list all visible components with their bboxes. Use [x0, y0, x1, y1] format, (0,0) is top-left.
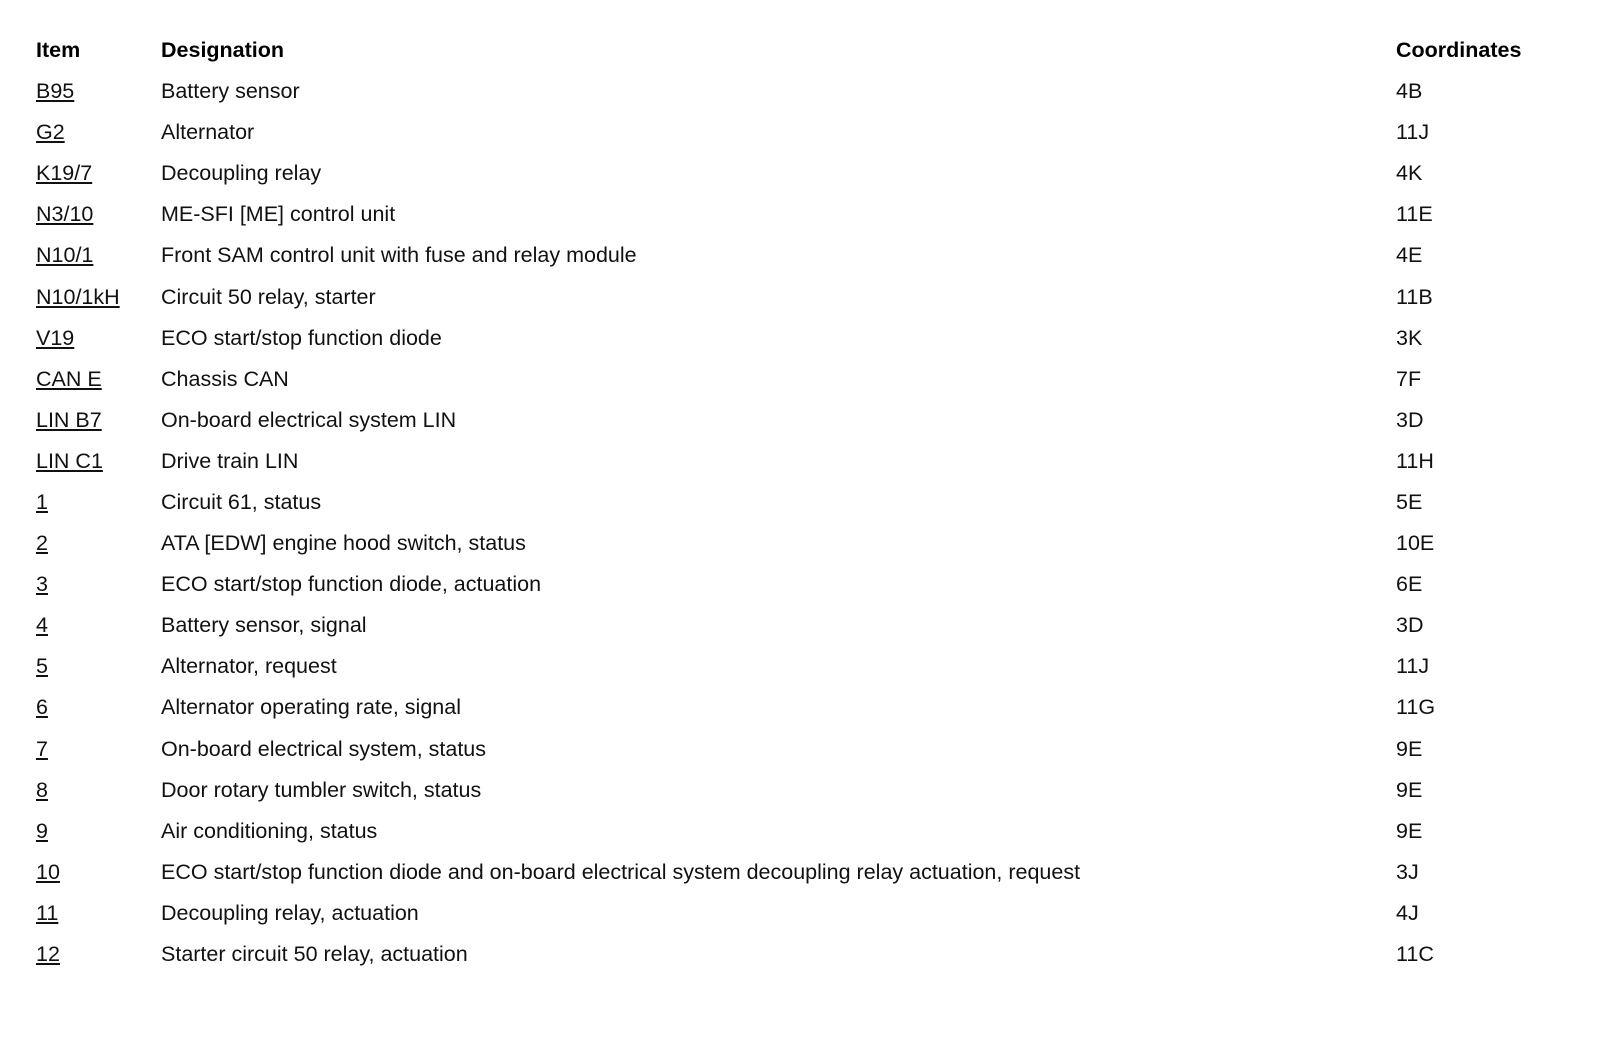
designation-cell: On-board electrical system, status [161, 736, 487, 761]
item-link[interactable]: 1 [36, 489, 48, 514]
designation-cell: Battery sensor, signal [161, 613, 367, 638]
item-cell [36, 112, 161, 153]
table-row [36, 194, 1556, 235]
item-link[interactable]: N10/1kH [36, 284, 120, 309]
header-designation: Designation [161, 38, 285, 62]
item-cell [36, 276, 161, 317]
item-cell [36, 811, 161, 852]
designation-cell: ATA [EDW] engine hood switch, status [161, 531, 526, 556]
item-cell [36, 770, 161, 811]
coordinates-cell: 4B [1396, 79, 1423, 104]
designation-cell: Door rotary tumbler switch, status [161, 777, 482, 802]
coordinates-cell: 4J [1396, 900, 1419, 925]
item-link[interactable]: G2 [36, 120, 65, 145]
table-row [36, 687, 1556, 728]
item-link[interactable]: CAN E [36, 366, 102, 391]
item-cell [36, 687, 161, 728]
coordinates-cell: 11G [1396, 695, 1436, 720]
item-cell [36, 646, 161, 687]
item-link[interactable]: 2 [36, 531, 48, 556]
table-row [36, 276, 1556, 317]
designation-cell: Battery sensor [161, 79, 300, 104]
item-cell [36, 564, 161, 605]
table-body [36, 71, 1556, 975]
item-link[interactable]: K19/7 [36, 161, 93, 186]
designation-cell: Decoupling relay [161, 161, 322, 186]
coordinates-cell: 6E [1396, 572, 1423, 597]
item-link[interactable]: N3/10 [36, 202, 94, 227]
table-row [36, 153, 1556, 194]
coordinates-cell: 9E [1396, 777, 1423, 802]
coordinates-cell: 11H [1396, 448, 1434, 473]
item-link[interactable]: N10/1 [36, 243, 94, 268]
table-row [36, 400, 1556, 441]
item-link[interactable]: 8 [36, 777, 48, 802]
item-link[interactable]: 4 [36, 613, 48, 638]
table-row [36, 359, 1556, 400]
legend-table [36, 30, 1556, 975]
coordinates-cell: 4K [1396, 161, 1423, 186]
table-row [36, 235, 1556, 276]
table-row [36, 770, 1556, 811]
item-cell [36, 359, 161, 400]
coordinates-cell: 3J [1396, 859, 1419, 884]
item-cell [36, 235, 161, 276]
designation-cell: Alternator operating rate, signal [161, 695, 461, 720]
item-cell [36, 852, 161, 893]
designation-cell: Alternator, request [161, 654, 337, 679]
designation-cell: Front SAM control unit with fuse and relay module [161, 243, 637, 268]
item-link[interactable]: 11 [36, 900, 59, 925]
item-cell [36, 71, 161, 112]
item-link[interactable]: 5 [36, 654, 48, 679]
header-coordinates: Coordinates [1396, 38, 1522, 62]
designation-cell: Circuit 61, status [161, 489, 322, 514]
table-row [36, 729, 1556, 770]
item-cell [36, 482, 161, 523]
table-row [36, 605, 1556, 646]
designation-cell: Starter circuit 50 relay, actuation [161, 942, 468, 967]
coordinates-cell: 11E [1396, 202, 1433, 227]
table-row [36, 852, 1556, 893]
designation-cell: On-board electrical system LIN [161, 407, 457, 432]
coordinates-cell: 3D [1396, 613, 1424, 638]
coordinates-cell: 11J [1396, 120, 1430, 145]
coordinates-cell: 5E [1396, 489, 1423, 514]
item-cell [36, 318, 161, 359]
table-row [36, 646, 1556, 687]
item-cell [36, 605, 161, 646]
coordinates-cell: 10E [1396, 531, 1435, 556]
item-link[interactable]: V19 [36, 325, 75, 350]
table-row [36, 71, 1556, 112]
item-link[interactable]: 12 [36, 942, 60, 967]
designation-cell: Chassis CAN [161, 366, 289, 391]
item-cell [36, 729, 161, 770]
coordinates-cell: 11C [1396, 942, 1434, 967]
coordinates-cell: 3D [1396, 407, 1424, 432]
table-row [36, 112, 1556, 153]
header-item: Item [36, 38, 81, 62]
table-row [36, 523, 1556, 564]
table-row [36, 318, 1556, 359]
coordinates-cell: 11B [1396, 284, 1433, 309]
designation-cell: ECO start/stop function diode, actuation [161, 572, 542, 597]
item-link[interactable]: 3 [36, 572, 48, 597]
item-link[interactable]: 10 [36, 859, 60, 884]
designation-cell: Circuit 50 relay, starter [161, 284, 376, 309]
designation-cell: Air conditioning, status [161, 818, 378, 843]
item-cell [36, 893, 161, 934]
item-cell [36, 400, 161, 441]
table-row [36, 441, 1556, 482]
item-cell [36, 153, 161, 194]
coordinates-cell: 7F [1396, 366, 1422, 391]
designation-cell: ME-SFI [ME] control unit [161, 202, 396, 227]
item-cell [36, 441, 161, 482]
coordinates-cell: 11J [1396, 654, 1430, 679]
coordinates-cell: 3K [1396, 325, 1423, 350]
item-link[interactable]: LIN C1 [36, 448, 103, 473]
item-cell [36, 194, 161, 235]
table-row [36, 893, 1556, 934]
designation-cell: ECO start/stop function diode [161, 325, 442, 350]
item-link[interactable]: B95 [36, 79, 75, 104]
table-row [36, 482, 1556, 523]
table-header-row [36, 30, 1556, 71]
coordinates-cell: 9E [1396, 736, 1423, 761]
item-link[interactable]: 7 [36, 736, 48, 761]
coordinates-cell: 4E [1396, 243, 1423, 268]
item-link[interactable]: 6 [36, 695, 48, 720]
designation-cell: Drive train LIN [161, 448, 299, 473]
designation-cell: Decoupling relay, actuation [161, 900, 419, 925]
table-row [36, 934, 1556, 975]
item-link[interactable]: LIN B7 [36, 407, 102, 432]
designation-cell: ECO start/stop function diode and on-board electrical system decoupling relay actuation, request [161, 859, 1081, 884]
coordinates-cell: 9E [1396, 818, 1423, 843]
item-cell [36, 523, 161, 564]
item-link[interactable]: 9 [36, 818, 48, 843]
table-row [36, 811, 1556, 852]
table-row [36, 564, 1556, 605]
designation-cell: Alternator [161, 120, 255, 145]
item-cell [36, 934, 161, 975]
